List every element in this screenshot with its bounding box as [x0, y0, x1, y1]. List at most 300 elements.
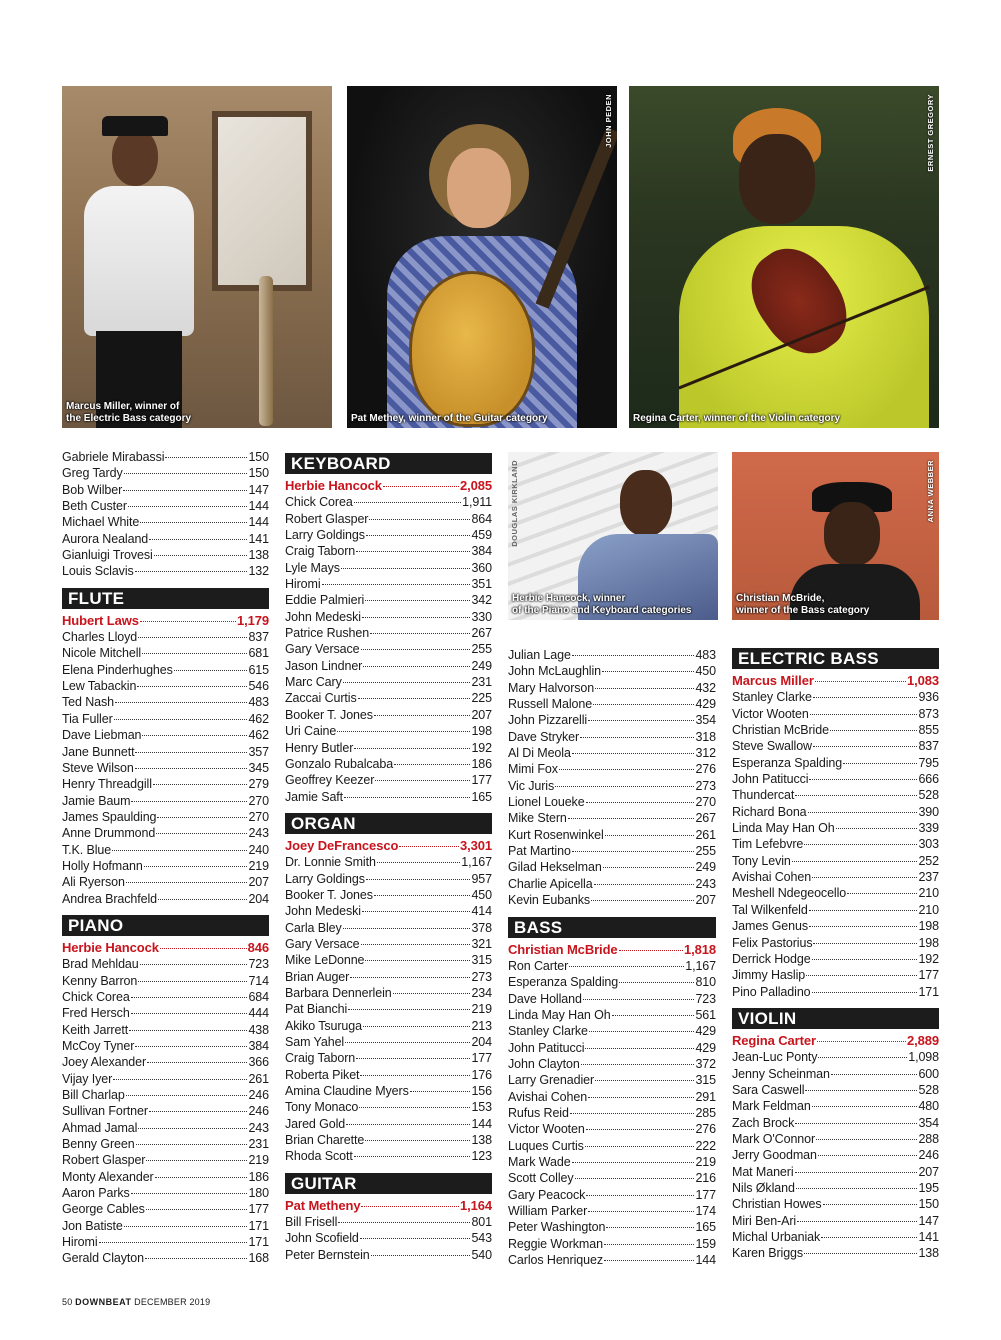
dot-leader	[813, 943, 917, 944]
poll-entry	[285, 772, 492, 788]
artist-name: Kevin Eubanks	[508, 893, 591, 908]
dot-leader	[593, 704, 694, 705]
artist-name: Keith Jarrett	[62, 1022, 129, 1037]
artist-name: Zach Brock	[732, 1115, 795, 1130]
vote-count: 156	[471, 1084, 492, 1099]
poll-entry	[62, 531, 269, 547]
vote-count: 543	[471, 1231, 492, 1246]
artist-name: Larry Goldings	[285, 871, 365, 886]
vote-count: 366	[248, 1055, 269, 1070]
vote-count: 234	[471, 985, 492, 1000]
poll-entry	[732, 967, 939, 983]
vote-count: 846	[247, 939, 269, 955]
vote-count: 255	[471, 642, 492, 657]
artist-name: Thundercat	[732, 788, 795, 803]
artist-name: Miri Ben-Ari	[732, 1213, 797, 1228]
dot-leader	[358, 698, 471, 699]
poll-entry	[62, 1120, 269, 1136]
artist-name: Aaron Parks	[62, 1186, 130, 1201]
dot-leader	[354, 748, 470, 749]
poll-entry	[285, 887, 492, 903]
dot-leader	[575, 1178, 695, 1179]
vote-count: 354	[695, 713, 716, 728]
artist-name: Henry Threadgill	[62, 777, 152, 792]
artist-name: Al Di Meola	[508, 746, 571, 761]
poll-entry	[508, 991, 716, 1007]
poll-entry	[285, 609, 492, 625]
poll-entry	[285, 756, 492, 772]
dot-leader	[365, 600, 470, 601]
poll-entry	[62, 1234, 269, 1250]
poll-entry	[285, 936, 492, 952]
artist-name: William Parker	[508, 1204, 588, 1218]
artist-name: Gilad Hekselman	[508, 860, 602, 875]
poll-entry	[732, 935, 939, 951]
person-face	[824, 502, 880, 566]
artist-name: Monty Alexander	[62, 1169, 154, 1184]
dot-leader	[174, 670, 248, 671]
poll-entry	[285, 674, 492, 690]
dot-leader	[138, 637, 247, 638]
artist-name: John McLaughlin	[508, 664, 602, 679]
electric-bass-list	[732, 673, 939, 1000]
artist-name: Joey DeFrancesco	[285, 837, 399, 853]
vote-count: 150	[918, 1197, 939, 1212]
artist-name: Vic Juris	[508, 778, 555, 793]
dot-leader	[131, 1013, 248, 1014]
artist-name: Hubert Laws	[62, 612, 139, 628]
artist-name: Gonzalo Rubalcaba	[285, 756, 394, 771]
winner-entry	[285, 478, 492, 494]
poll-entry	[732, 869, 939, 885]
poll-entry	[285, 1018, 492, 1034]
artist-name: Gerald Clayton	[62, 1251, 144, 1266]
artist-name: Carla Bley	[285, 920, 342, 935]
dot-leader	[374, 895, 471, 896]
artist-name: Julian Lage	[508, 648, 571, 662]
vote-count: 354	[918, 1115, 939, 1130]
artist-name: Vijay Iyer	[62, 1071, 113, 1086]
violin-list	[732, 1033, 939, 1262]
vote-count: 378	[471, 920, 492, 935]
person-face	[739, 134, 815, 224]
winner-entry	[285, 1198, 492, 1214]
category-header-violin: VIOLIN	[732, 1008, 939, 1029]
dot-leader	[344, 797, 470, 798]
poll-entry	[285, 1001, 492, 1017]
artist-name: Aurora Nealand	[62, 531, 149, 546]
poll-entry	[62, 989, 269, 1005]
vote-count: 303	[918, 837, 939, 852]
vote-count: 2,889	[906, 1032, 939, 1048]
vote-count: 528	[918, 788, 939, 803]
artist-name: Sam Yahel	[285, 1035, 345, 1049]
dot-leader	[809, 926, 917, 927]
vote-count: 177	[471, 1051, 492, 1066]
vote-count: 231	[248, 1137, 269, 1152]
dot-leader	[591, 900, 694, 901]
poll-entry	[732, 804, 939, 820]
artist-name: James Genus	[732, 919, 809, 934]
dot-leader	[124, 1226, 248, 1227]
dot-leader	[114, 719, 248, 720]
person-shirt	[84, 186, 194, 336]
dot-leader	[138, 1128, 247, 1129]
dot-leader	[602, 671, 694, 672]
poll-entry	[732, 1131, 939, 1147]
dot-leader	[360, 1238, 471, 1239]
vote-count: 345	[248, 760, 269, 775]
dot-leader	[350, 977, 470, 978]
artist-name: Ron Carter	[508, 958, 569, 973]
vote-count: 204	[248, 891, 269, 906]
artist-name: Christian McBride	[732, 723, 829, 738]
artist-name: Booker T. Jones	[285, 887, 373, 902]
poll-entry	[732, 1213, 939, 1229]
vote-count: 177	[471, 773, 492, 788]
dot-leader	[149, 539, 247, 540]
artist-name: Luques Curtis	[508, 1138, 584, 1153]
photo-christian-mcbride	[732, 452, 939, 620]
dot-leader	[135, 571, 248, 572]
vote-count: 444	[248, 1006, 269, 1021]
poll-entry	[508, 1121, 716, 1137]
artist-name: Mark O'Connor	[732, 1131, 816, 1146]
dot-leader	[322, 584, 471, 585]
dot-leader	[360, 1075, 470, 1076]
dot-leader	[354, 502, 461, 503]
artist-name: Tony Monaco	[285, 1100, 359, 1115]
dot-leader	[813, 697, 918, 698]
poll-entry	[732, 918, 939, 934]
vote-count: 723	[248, 957, 269, 972]
poll-entry	[285, 903, 492, 919]
dot-leader	[809, 779, 917, 780]
dot-leader	[568, 818, 695, 819]
dot-leader	[160, 948, 247, 949]
photo-credit: DOUGLAS KIRKLAND	[510, 460, 519, 547]
vote-count: 261	[695, 827, 716, 842]
dot-leader	[589, 1031, 695, 1032]
dot-leader	[818, 1057, 907, 1058]
winner-entry	[285, 838, 492, 854]
artist-name: Benny Green	[62, 1137, 135, 1152]
vote-count: 459	[471, 528, 492, 543]
vote-count: 261	[248, 1071, 269, 1086]
poll-entry	[508, 663, 716, 679]
vote-count: 132	[248, 564, 269, 579]
vote-count: 360	[471, 560, 492, 575]
artist-name: Stanley Clarke	[508, 1024, 588, 1039]
dot-leader	[806, 975, 917, 976]
vote-count: 450	[471, 887, 492, 902]
vote-count: 429	[695, 1040, 716, 1055]
artist-name: Dr. Lonnie Smith	[285, 855, 376, 870]
dot-leader	[123, 490, 247, 491]
poll-entry	[285, 625, 492, 641]
poll-entry	[285, 1067, 492, 1083]
photo-credit: JOHN PEDEN	[604, 94, 613, 148]
artist-name: Mike Stern	[508, 811, 567, 826]
poll-entry	[285, 985, 492, 1001]
dot-leader	[812, 877, 917, 878]
poll-entry	[508, 958, 716, 974]
dot-leader	[354, 1156, 471, 1157]
artist-name: Kurt Rosenwinkel	[508, 827, 604, 842]
dot-leader	[795, 1172, 918, 1173]
organ-list	[285, 838, 492, 1165]
poll-entry	[62, 1152, 269, 1168]
dot-leader	[606, 1227, 694, 1228]
poll-entry	[732, 951, 939, 967]
artist-name: Chick Corea	[285, 495, 353, 510]
poll-entry	[508, 1203, 716, 1219]
dot-leader	[363, 666, 470, 667]
artist-name: Regina Carter	[732, 1032, 816, 1048]
artist-name: T.K. Blue	[62, 842, 112, 857]
poll-entry	[62, 678, 269, 694]
artist-name: Craig Taborn	[285, 1051, 356, 1066]
artist-name: Craig Taborn	[285, 544, 356, 559]
vote-count: 150	[248, 466, 269, 481]
artist-name: Eddie Palmieri	[285, 593, 365, 608]
winner-entry	[732, 673, 939, 689]
poll-entry	[62, 1218, 269, 1234]
artist-name: Marc Cary	[285, 675, 342, 690]
vote-count: 1,167	[461, 855, 492, 870]
dot-leader	[810, 714, 918, 715]
artist-name: Linda May Han Oh	[508, 1007, 611, 1022]
poll-entry	[285, 1050, 492, 1066]
artist-name: Karen Briggs	[732, 1246, 804, 1261]
guitar-list	[285, 1198, 492, 1263]
dot-leader	[394, 764, 470, 765]
poll-entry	[285, 707, 492, 723]
vote-count: 801	[471, 1215, 492, 1230]
vote-count: 144	[248, 515, 269, 530]
vote-count: 123	[471, 1149, 492, 1164]
poll-entry	[285, 723, 492, 739]
vote-count: 546	[248, 679, 269, 694]
vote-count: 243	[248, 1120, 269, 1135]
dot-leader	[361, 649, 471, 650]
vote-count: 237	[918, 870, 939, 885]
artist-name: Victor Wooten	[508, 1122, 585, 1137]
artist-name: James Spaulding	[62, 809, 157, 824]
photo-marcus-miller	[62, 86, 332, 428]
poll-entry	[285, 592, 492, 608]
dot-leader	[131, 997, 248, 998]
vote-count: 150	[248, 450, 269, 464]
person-face	[620, 470, 672, 536]
dot-leader	[572, 753, 695, 754]
poll-entry	[285, 527, 492, 543]
column-1	[62, 449, 269, 1267]
dot-leader	[346, 1124, 470, 1125]
vote-count: 195	[918, 1180, 939, 1195]
vote-count: 171	[248, 1218, 269, 1233]
dot-leader	[555, 786, 694, 787]
artist-name: Fred Hersch	[62, 1006, 130, 1021]
vote-count: 213	[471, 1018, 492, 1033]
dot-leader	[345, 1042, 470, 1043]
artist-name: Marcus Miller	[732, 673, 814, 688]
vote-count: 270	[248, 793, 269, 808]
vote-count: 810	[695, 975, 716, 990]
vote-count: 255	[695, 844, 716, 859]
poll-entry	[732, 1115, 939, 1131]
dot-leader	[140, 621, 236, 622]
vote-count: 357	[248, 744, 269, 759]
artist-name: Esperanza Spalding	[732, 755, 843, 770]
artist-name: Lionel Loueke	[508, 795, 585, 810]
dot-leader	[812, 1106, 918, 1107]
artist-name: Pat Metheny	[285, 1197, 361, 1213]
poll-entry	[285, 1148, 492, 1164]
dot-leader	[595, 1080, 694, 1081]
vote-count: 231	[471, 675, 492, 690]
dot-leader	[136, 1144, 248, 1145]
dot-leader	[362, 617, 471, 618]
winner-entry	[62, 613, 269, 629]
dot-leader	[149, 1111, 248, 1112]
dot-leader	[128, 506, 248, 507]
dot-leader	[374, 715, 471, 716]
vote-count: 207	[695, 893, 716, 908]
poll-entry	[732, 1164, 939, 1180]
poll-entry	[62, 842, 269, 858]
person-head	[112, 128, 158, 186]
vote-count: 723	[695, 991, 716, 1006]
dot-leader	[586, 1195, 694, 1196]
category-header-electric-bass: ELECTRIC BASS	[732, 648, 939, 669]
dot-leader	[836, 828, 918, 829]
vote-count: 1,167	[685, 958, 716, 973]
vote-count: 222	[695, 1138, 716, 1153]
poll-entry	[508, 745, 716, 761]
dot-leader	[156, 833, 247, 834]
poll-entry	[732, 1066, 939, 1082]
artist-name: Dave Liebman	[62, 728, 142, 743]
vote-count: 219	[695, 1154, 716, 1169]
poll-entry	[285, 740, 492, 756]
vote-count: 192	[471, 740, 492, 755]
artist-name: Jane Bunnett	[62, 744, 135, 759]
artist-name: Jamie Baum	[62, 793, 131, 808]
vote-count: 2,085	[459, 478, 492, 493]
dot-leader	[393, 993, 471, 994]
poll-entry	[732, 1049, 939, 1065]
vote-count: 714	[248, 973, 269, 988]
artist-name: Elena Pinderhughes	[62, 662, 173, 677]
dot-leader	[804, 1253, 917, 1254]
poll-entry	[732, 1229, 939, 1245]
dot-leader	[605, 835, 695, 836]
page-number: 50	[62, 1297, 73, 1307]
artist-name: Hiromi	[285, 577, 321, 592]
artist-name: Jared Gold	[285, 1116, 346, 1131]
vote-count: 219	[471, 1002, 492, 1017]
vote-count: 252	[918, 853, 939, 868]
vote-count: 246	[248, 1088, 269, 1103]
vote-count: 144	[695, 1253, 716, 1268]
dot-leader	[830, 730, 917, 731]
poll-entry	[62, 694, 269, 710]
dot-leader	[795, 1123, 917, 1124]
vote-count: 276	[695, 762, 716, 777]
poll-entry	[508, 794, 716, 810]
poll-entry	[508, 1007, 716, 1023]
artist-name: Tim Lefebvre	[732, 837, 804, 852]
vote-count: 270	[695, 795, 716, 810]
poll-entry	[62, 1169, 269, 1185]
artist-name: Lew Tabackin	[62, 679, 137, 694]
artist-name: Reggie Workman	[508, 1236, 603, 1251]
dot-leader	[594, 884, 695, 885]
poll-entry	[508, 729, 716, 745]
dot-leader	[338, 1222, 470, 1223]
dot-leader	[144, 866, 248, 867]
vote-count: 315	[471, 953, 492, 968]
artist-name: Ali Ryerson	[62, 875, 125, 890]
vote-count: 450	[695, 664, 716, 679]
poll-entry	[285, 789, 492, 805]
vote-count: 615	[248, 662, 269, 677]
dot-leader	[843, 763, 917, 764]
vote-count: 480	[918, 1099, 939, 1114]
vote-count: 249	[471, 658, 492, 673]
artist-name: Jon Batiste	[62, 1218, 123, 1233]
poll-entry	[285, 1083, 492, 1099]
artist-name: Pat Bianchi	[285, 1002, 348, 1017]
poll-entry	[508, 1187, 716, 1203]
poll-entry	[62, 858, 269, 874]
poll-entry	[508, 827, 716, 843]
dot-leader	[146, 1160, 247, 1161]
vote-count: 270	[248, 809, 269, 824]
artist-name: Akiko Tsuruga	[285, 1018, 362, 1033]
artist-name: Peter Bernstein	[285, 1247, 370, 1262]
dot-leader	[399, 846, 459, 847]
vote-count: 1,098	[908, 1050, 939, 1065]
artist-name: Pino Palladino	[732, 984, 811, 999]
dot-leader	[140, 964, 248, 965]
poll-entry	[508, 778, 716, 794]
vote-count: 288	[918, 1131, 939, 1146]
dot-leader	[138, 981, 247, 982]
dot-leader	[365, 960, 470, 961]
vote-count: 837	[248, 630, 269, 645]
dot-leader	[356, 1058, 470, 1059]
artist-name: Christian McBride	[508, 941, 618, 957]
category-header-bass: BASS	[508, 917, 716, 938]
artist-name: Amina Claudine Myers	[285, 1084, 409, 1099]
artist-name: John Pizzarelli	[508, 713, 588, 728]
vote-count: 414	[471, 904, 492, 919]
vote-count: 147	[918, 1213, 939, 1228]
dot-leader	[131, 801, 247, 802]
dot-leader	[809, 910, 918, 911]
vote-count: 207	[248, 875, 269, 890]
poll-entry	[508, 1105, 716, 1121]
artist-name: Steve Swallow	[732, 739, 812, 754]
vote-count: 462	[248, 728, 269, 743]
dot-leader	[115, 702, 247, 703]
poll-entry	[508, 1170, 716, 1186]
vote-count: 243	[695, 876, 716, 891]
dot-leader	[153, 784, 248, 785]
dot-leader	[595, 688, 694, 689]
